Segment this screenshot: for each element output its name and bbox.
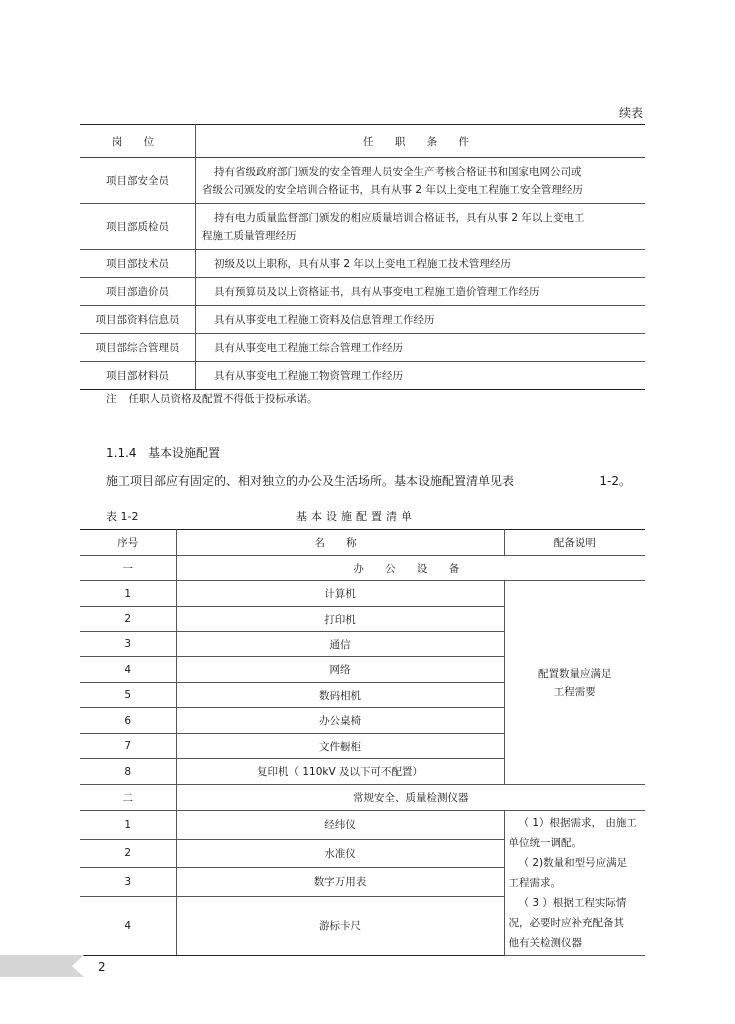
group-name: 常规安全、质量检测仪器: [176, 785, 645, 811]
header-no: 序号: [80, 530, 176, 556]
group-no: 一: [80, 556, 176, 581]
footer-tab-shape: [0, 955, 84, 977]
group-row: [80, 556, 645, 581]
item-no: 7: [80, 734, 176, 759]
item-no: 6: [80, 708, 176, 734]
item-name: 办公桌椅: [176, 708, 504, 734]
item-name: 复印机（ 110kV 及以下可不配置）: [176, 759, 504, 785]
table-row: [80, 362, 645, 390]
table-row: [80, 278, 645, 306]
post-cell: 项目部材料员: [80, 362, 196, 390]
header-note: 配备说明: [504, 530, 645, 556]
requirement-cell: 持有省级政府部门颁发的安全管理人员安全生产考核合格证书和国家电网公司或 省级公司颁发的安全培训合格证书，具有从事 2 年以上变电工程施工安全管理经历: [196, 158, 646, 204]
post-cell: 项目部技术员: [80, 250, 196, 278]
post-cell: 项目部造价员: [80, 278, 196, 306]
table-header-row: [80, 125, 645, 158]
table-row: [80, 158, 645, 204]
item-no: 5: [80, 683, 176, 708]
table-number: 表 1-2: [106, 510, 139, 523]
requirement-cell: 具有从事变电工程施工资料及信息管理工作经历: [196, 306, 646, 334]
requirement-cell: 具有从事变电工程施工综合管理工作经历: [196, 334, 646, 362]
table-note: 注 任职人员资格及配置不得低于投标承诺。: [106, 393, 318, 405]
post-cell: 项目部综合管理员: [80, 334, 196, 362]
item-no: 2: [80, 607, 176, 632]
post-cell: 项目部质检员: [80, 204, 196, 250]
group-no: 二: [80, 785, 176, 811]
continued-label: 续表: [618, 106, 643, 120]
group-row: [80, 785, 645, 811]
page-number: 2: [98, 960, 106, 974]
item-no: 8: [80, 759, 176, 785]
item-name: 数字万用表: [176, 868, 504, 897]
table-row: [80, 204, 645, 250]
table-title: 基本设施配置清单: [296, 510, 416, 523]
item-name: 文件橱柜: [176, 734, 504, 759]
table-header-row: [80, 530, 645, 556]
requirement-cell: 具有预算员及以上资格证书，具有从事变电工程施工造价管理工作经历: [196, 278, 646, 306]
item-name: 水准仪: [176, 839, 504, 868]
table-row: [80, 581, 645, 607]
item-name: 打印机: [176, 607, 504, 632]
config-note-cell: 配置数量应满足 工程需要: [504, 581, 645, 785]
footer-tab-fill: [0, 955, 84, 977]
item-no: 1: [80, 581, 176, 607]
item-name: 数码相机: [176, 683, 504, 708]
section-paragraph: 施工项目部应有固定的、相对独立的办公及生活场所。基本设施配置清单见表 1-2。: [106, 474, 631, 488]
item-no: 1: [80, 811, 176, 840]
post-cell: 项目部安全员: [80, 158, 196, 204]
item-no: 3: [80, 868, 176, 897]
header-post: 岗 位: [80, 125, 196, 158]
item-name: 计算机: [176, 581, 504, 607]
staff-qualification-table: [80, 124, 645, 390]
header-requirements: 任 职 条 件: [196, 125, 646, 158]
requirement-cell: 初级及以上职称，具有从事 2 年以上变电工程施工技术管理经历: [196, 250, 646, 278]
header-name: 名 称: [176, 530, 504, 556]
group-name: 办 公 设 备: [176, 556, 645, 581]
table-row: [80, 811, 645, 840]
table-row: [80, 334, 645, 362]
requirement-cell: 持有电力质量监督部门颁发的相应质量培训合格证书，具有从事 2 年以上变电工 程施工质量管理经历: [196, 204, 646, 250]
item-no: 4: [80, 657, 176, 683]
requirement-cell: 具有从事变电工程施工物资管理工作经历: [196, 362, 646, 390]
item-no: 3: [80, 632, 176, 657]
item-no: 4: [80, 896, 176, 955]
item-name: 游标卡尺: [176, 896, 504, 955]
section-heading: 1.1.4 基本设施配置: [106, 446, 221, 460]
item-no: 2: [80, 839, 176, 868]
facility-config-table: [80, 529, 645, 956]
table-row: [80, 306, 645, 334]
item-name: 网络: [176, 657, 504, 683]
item-name: 通信: [176, 632, 504, 657]
table-row: [80, 250, 645, 278]
post-cell: 项目部资料信息员: [80, 306, 196, 334]
item-name: 经纬仪: [176, 811, 504, 840]
instrument-note-cell: （ 1）根据需求， 由施工 单位统一调配。 （ 2)数量和型号应满足 工程需求。 （ 3 ）根据工程实际情 况，必要时应补充配备其 他有关检测仪器: [504, 811, 645, 956]
